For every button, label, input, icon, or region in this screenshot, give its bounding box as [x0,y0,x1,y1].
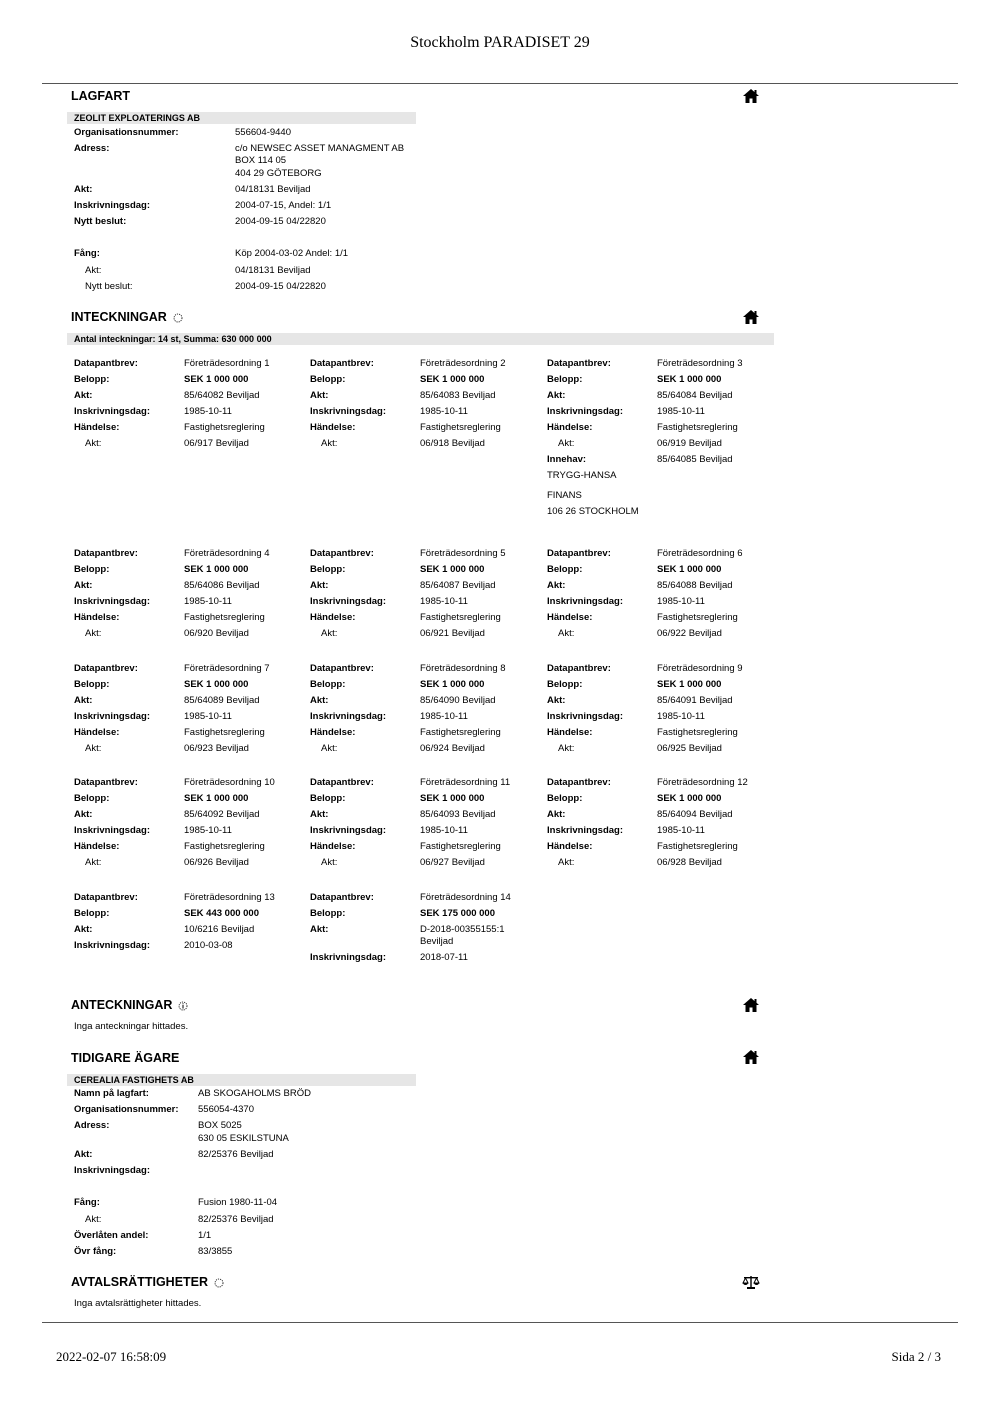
mortgage-akt2: 06/922 Beviljad [657,628,722,639]
mortgage-handelse: Fastighetsreglering [420,422,501,433]
home-icon[interactable] [742,997,760,1013]
mortgage-ordning: Företrädesordning 8 [420,663,506,674]
mortgage-akt: 85/64091 Beviljad [657,695,733,706]
mortgage-label: Inskrivningsdag: [310,952,387,963]
mortgage-belopp: SEK 1 000 000 [420,374,485,385]
mortgage-label: Datapantbrev: [74,663,138,674]
lagfart-value: 2004-07-15, Andel: 1/1 [235,200,332,211]
mortgage-akt: 85/64082 Beviljad [184,390,260,401]
mortgage-akt2: 06/926 Beviljad [184,857,249,868]
lagfart-owner-bar: ZEOLIT EXPLOATERINGS AB [67,112,416,124]
mortgage-label: Akt: [558,743,575,754]
mortgage-innehav: 85/64085 Beviljad [657,454,733,465]
mortgage-akt: 85/64089 Beviljad [184,695,260,706]
lagfart-label: Nytt beslut: [74,216,127,227]
tidigare-value: Fusion 1980-11-04 [198,1197,278,1208]
inteckningar-title: INTECKNINGAR [71,310,167,324]
mortgage-inskrivningsdag: 1985-10-11 [657,406,705,417]
mortgage-label: Händelse: [547,612,593,623]
tidigare-owner-bar: CEREALIA FASTIGHETS AB [67,1074,416,1086]
mortgage-label: Händelse: [310,612,356,623]
mortgage-akt: 85/64094 Beviljad [657,809,733,820]
mortgage-ordning: Företrädesordning 4 [184,548,270,559]
mortgage-label: Akt: [310,390,329,401]
lagfart-label: Fång: [74,248,100,259]
mortgage-label: Inskrivningsdag: [547,596,624,607]
tidigare-label: Överlåten andel: [74,1230,149,1241]
lagfart-value: 404 29 GÖTEBORG [235,168,322,179]
mortgage-label: Inskrivningsdag: [547,711,624,722]
mortgage-label: Akt: [85,743,102,754]
footer-timestamp: 2022-02-07 16:58:09 [56,1349,167,1364]
mortgage-label: Akt: [85,628,102,639]
mortgage-label: Akt: [310,695,329,706]
mortgage-inskrivningsdag: 1985-10-11 [184,596,232,607]
mortgage-ordning: Företrädesordning 13 [184,892,275,903]
mortgage-label: Belopp: [74,374,110,385]
mortgage-label: Datapantbrev: [74,358,138,369]
mortgage-handelse: Fastighetsreglering [420,612,501,623]
mortgage-holder-line: FINANS [547,490,582,501]
lagfart-label: Organisationsnummer: [74,127,179,138]
dotted-circle-icon [173,313,183,323]
lagfart-label: Nytt beslut: [85,281,133,292]
mortgage-label: Akt: [321,438,338,449]
mortgage-akt: 85/64090 Beviljad [420,695,496,706]
mortgage-label: Händelse: [74,422,120,433]
mortgage-label: Datapantbrev: [547,777,611,788]
mortgage-belopp: SEK 1 000 000 [420,793,485,804]
mortgage-label: Belopp: [547,374,583,385]
lagfart-label: Adress: [74,143,110,154]
lagfart-label: Inskrivningsdag: [74,200,151,211]
mortgage-inskrivningsdag: 1985-10-11 [420,711,468,722]
mortgage-akt: D-2018-00355155:1 [420,924,505,935]
mortgage-label: Akt: [310,924,329,935]
mortgage-label: Händelse: [310,422,356,433]
mortgage-label: Inskrivningsdag: [310,596,387,607]
mortgage-inskrivningsdag: 1985-10-11 [420,596,468,607]
mortgage-label: Akt: [558,857,575,868]
mortgage-akt: 85/64084 Beviljad [657,390,733,401]
mortgage-label: Datapantbrev: [74,892,138,903]
mortgage-akt: 85/64087 Beviljad [420,580,496,591]
mortgage-belopp: SEK 1 000 000 [657,564,722,575]
inteckningar-summary-bar: Antal inteckningar: 14 st, Summa: 630 000 000 [67,333,774,345]
tidigare-label: Namn på lagfart: [74,1088,149,1099]
inteckningar-heading [71,310,183,324]
mortgage-label: Akt: [85,857,102,868]
mortgage-ordning: Företrädesordning 1 [184,358,270,369]
mortgage-handelse: Fastighetsreglering [184,841,265,852]
mortgage-label: Inskrivningsdag: [310,825,387,836]
mortgage-ordning: Företrädesordning 11 [420,777,511,788]
mortgage-ordning: Företrädesordning 10 [184,777,275,788]
mortgage-handelse: Fastighetsreglering [657,422,738,433]
mortgage-holder-line: TRYGG-HANSA [547,470,617,481]
mortgage-akt2: 06/918 Beviljad [420,438,485,449]
mortgage-label: Händelse: [547,727,593,738]
mortgage-label: Datapantbrev: [547,548,611,559]
mortgage-ordning: Företrädesordning 3 [657,358,743,369]
bottom-divider [42,1322,958,1323]
mortgage-akt: 10/6216 Beviljad [184,924,255,935]
tidigare-value: AB SKOGAHOLMS BRÖD [198,1088,311,1099]
home-icon[interactable] [742,309,760,325]
mortgage-label: Akt: [85,438,102,449]
tidigare-label: Akt: [85,1214,102,1225]
mortgage-label: Inskrivningsdag: [74,596,151,607]
lagfart-value: BOX 114 05 [235,155,287,166]
mortgage-ordning: Företrädesordning 14 [420,892,511,903]
mortgage-label: Belopp: [547,793,583,804]
mortgage-belopp: SEK 175 000 000 [420,908,496,919]
mortgage-label: Akt: [321,743,338,754]
mortgage-label: Belopp: [74,793,110,804]
mortgage-inskrivningsdag: 1985-10-11 [184,711,232,722]
mortgage-akt2: 06/917 Beviljad [184,438,249,449]
mortgage-label: Händelse: [310,727,356,738]
mortgage-belopp: SEK 1 000 000 [657,374,722,385]
mortgage-label: Akt: [558,628,575,639]
mortgage-label: Inskrivningsdag: [310,711,387,722]
mortgage-label: Datapantbrev: [310,777,374,788]
mortgage-label: Belopp: [547,564,583,575]
mortgage-handelse: Fastighetsreglering [184,612,265,623]
mortgage-label: Akt: [74,695,93,706]
mortgage-label: Händelse: [74,841,120,852]
mortgage-label: Akt: [547,390,566,401]
mortgage-label: Belopp: [547,679,583,690]
mortgage-label: Inskrivningsdag: [74,711,151,722]
tidigare-label: Akt: [74,1149,93,1160]
scales-icon[interactable] [742,1274,760,1290]
mortgage-label: Inskrivningsdag: [74,940,151,951]
home-icon[interactable] [742,88,760,104]
mortgage-label: Inskrivningsdag: [74,825,151,836]
mortgage-label: Datapantbrev: [74,777,138,788]
mortgage-akt: 85/64083 Beviljad [420,390,496,401]
lagfart-heading: LAGFART [71,89,131,103]
mortgage-belopp: SEK 1 000 000 [184,374,249,385]
avtal-title: AVTALSRÄTTIGHETER [71,1275,209,1289]
mortgage-ordning: Företrädesordning 5 [420,548,506,559]
mortgage-akt2: 06/921 Beviljad [420,628,485,639]
lagfart-value: 04/18131 Beviljad [235,265,311,276]
tidigare-value: BOX 5025 [198,1120,242,1131]
lagfart-value: 556604-9440 [235,127,291,138]
mortgage-handelse: Fastighetsreglering [420,727,501,738]
mortgage-label: Inskrivningsdag: [74,406,151,417]
tidigare-label: Adress: [74,1120,110,1131]
lagfart-label: Akt: [74,184,93,195]
mortgage-ordning: Företrädesordning 12 [657,777,748,788]
mortgage-inskrivningsdag: 1985-10-11 [657,711,705,722]
mortgage-belopp: SEK 1 000 000 [420,679,485,690]
mortgage-inskrivningsdag: 1985-10-11 [420,825,468,836]
mortgage-label: Datapantbrev: [310,548,374,559]
top-divider [42,83,958,84]
tidigare-value: 556054-4370 [198,1104,254,1115]
mortgage-belopp: SEK 1 000 000 [420,564,485,575]
mortgage-handelse: Fastighetsreglering [184,422,265,433]
mortgage-akt2: 06/924 Beviljad [420,743,485,754]
mortgage-akt2: 06/919 Beviljad [657,438,722,449]
mortgage-inskrivningsdag: 2018-07-11 [420,952,468,963]
mortgage-label: Belopp: [74,908,110,919]
mortgage-label: Datapantbrev: [74,548,138,559]
mortgage-holder-line: 106 26 STOCKHOLM [547,506,639,517]
mortgage-belopp: SEK 443 000 000 [184,908,260,919]
mortgage-label: Datapantbrev: [310,358,374,369]
mortgage-label: Akt: [321,857,338,868]
lagfart-value: 2004-09-15 04/22820 [235,281,326,292]
mortgage-inskrivningsdag: 2010-03-08 [184,940,233,951]
tidigare-value: 630 05 ESKILSTUNA [198,1133,289,1144]
mortgage-inskrivningsdag: 1985-10-11 [184,825,232,836]
mortgage-label: Innehav: [547,454,587,465]
lagfart-value: c/o NEWSEC ASSET MANAGMENT AB [235,143,405,154]
mortgage-akt: 85/64092 Beviljad [184,809,260,820]
mortgage-label: Inskrivningsdag: [547,825,624,836]
mortgage-label: Inskrivningsdag: [310,406,387,417]
mortgage-akt2: 06/928 Beviljad [657,857,722,868]
tidigare-value: 82/25376 Beviljad [198,1214,274,1225]
lagfart-value: 2004-09-15 04/22820 [235,216,326,227]
mortgage-label: Akt: [310,580,329,591]
dotted-circle-icon [214,1278,224,1288]
mortgage-label: Belopp: [310,374,346,385]
avtal-empty-text: Inga avtalsrättigheter hittades. [74,1298,202,1309]
mortgage-label: Akt: [310,809,329,820]
mortgage-akt: 85/64086 Beviljad [184,580,260,591]
mortgage-akt: 85/64093 Beviljad [420,809,496,820]
mortgage-handelse: Fastighetsreglering [657,612,738,623]
mortgage-label: Belopp: [310,793,346,804]
mortgage-akt-cont: Beviljad [420,936,454,947]
tidigare-value: 83/3855 [198,1246,233,1257]
mortgage-label: Akt: [547,809,566,820]
tidigare-label: Fång: [74,1197,100,1208]
mortgage-label: Akt: [547,695,566,706]
tidigare-label: Övr fång: [74,1246,117,1257]
mortgage-label: Akt: [321,628,338,639]
info-icon [178,1001,188,1011]
mortgage-label: Belopp: [74,564,110,575]
mortgage-handelse: Fastighetsreglering [420,841,501,852]
mortgage-belopp: SEK 1 000 000 [184,793,249,804]
mortgage-label: Akt: [74,580,93,591]
mortgage-label: Belopp: [74,679,110,690]
tidigare-label: Inskrivningsdag: [74,1165,151,1176]
mortgage-label: Akt: [74,809,93,820]
mortgage-inskrivningsdag: 1985-10-11 [657,825,705,836]
mortgage-label: Händelse: [310,841,356,852]
mortgage-label: Akt: [558,438,575,449]
mortgage-ordning: Företrädesordning 6 [657,548,743,559]
footer-page-number: Sida 2 / 3 [891,1349,941,1364]
lagfart-label: Akt: [85,265,102,276]
mortgage-inskrivningsdag: 1985-10-11 [657,596,705,607]
tidigare-label: Organisationsnummer: [74,1104,179,1115]
mortgage-label: Händelse: [74,612,120,623]
mortgage-inskrivningsdag: 1985-10-11 [420,406,468,417]
mortgage-akt: 85/64088 Beviljad [657,580,733,591]
mortgage-ordning: Företrädesordning 7 [184,663,270,674]
mortgage-inskrivningsdag: 1985-10-11 [184,406,232,417]
mortgage-label: Händelse: [547,422,593,433]
mortgage-label: Händelse: [547,841,593,852]
mortgage-label: Inskrivningsdag: [547,406,624,417]
mortgage-akt2: 06/923 Beviljad [184,743,249,754]
lagfart-value: 04/18131 Beviljad [235,184,311,195]
mortgage-akt2: 06/920 Beviljad [184,628,249,639]
tidigare-value: 1/1 [198,1230,212,1241]
tidigare-value: 82/25376 Beviljad [198,1149,274,1160]
anteckningar-heading [71,998,188,1012]
mortgage-belopp: SEK 1 000 000 [184,679,249,690]
mortgage-akt2: 06/925 Beviljad [657,743,722,754]
mortgage-label: Belopp: [310,564,346,575]
mortgage-handelse: Fastighetsreglering [657,727,738,738]
mortgage-belopp: SEK 1 000 000 [657,793,722,804]
anteckningar-empty-text: Inga anteckningar hittades. [74,1021,189,1032]
mortgage-akt2: 06/927 Beviljad [420,857,485,868]
lagfart-value: Köp 2004-03-02 Andel: 1/1 [235,248,349,259]
mortgage-ordning: Företrädesordning 2 [420,358,506,369]
mortgage-ordning: Företrädesordning 9 [657,663,743,674]
mortgage-belopp: SEK 1 000 000 [184,564,249,575]
mortgage-label: Akt: [74,390,93,401]
mortgage-label: Akt: [547,580,566,591]
page-title: Stockholm PARADISET 29 [410,34,590,51]
mortgage-label: Belopp: [310,679,346,690]
tidigare-agare-heading: TIDIGARE ÄGARE [71,1051,180,1065]
mortgage-label: Belopp: [310,908,346,919]
mortgage-label: Datapantbrev: [310,663,374,674]
mortgage-label: Datapantbrev: [547,358,611,369]
mortgage-label: Händelse: [74,727,120,738]
mortgage-label: Datapantbrev: [547,663,611,674]
mortgage-belopp: SEK 1 000 000 [657,679,722,690]
home-icon[interactable] [742,1049,760,1065]
mortgage-label: Datapantbrev: [310,892,374,903]
avtalsrattigheter-heading [71,1275,224,1289]
mortgage-label: Akt: [74,924,93,935]
mortgage-handelse: Fastighetsreglering [657,841,738,852]
anteckningar-title: ANTECKNINGAR [71,998,173,1012]
mortgage-handelse: Fastighetsreglering [184,727,265,738]
